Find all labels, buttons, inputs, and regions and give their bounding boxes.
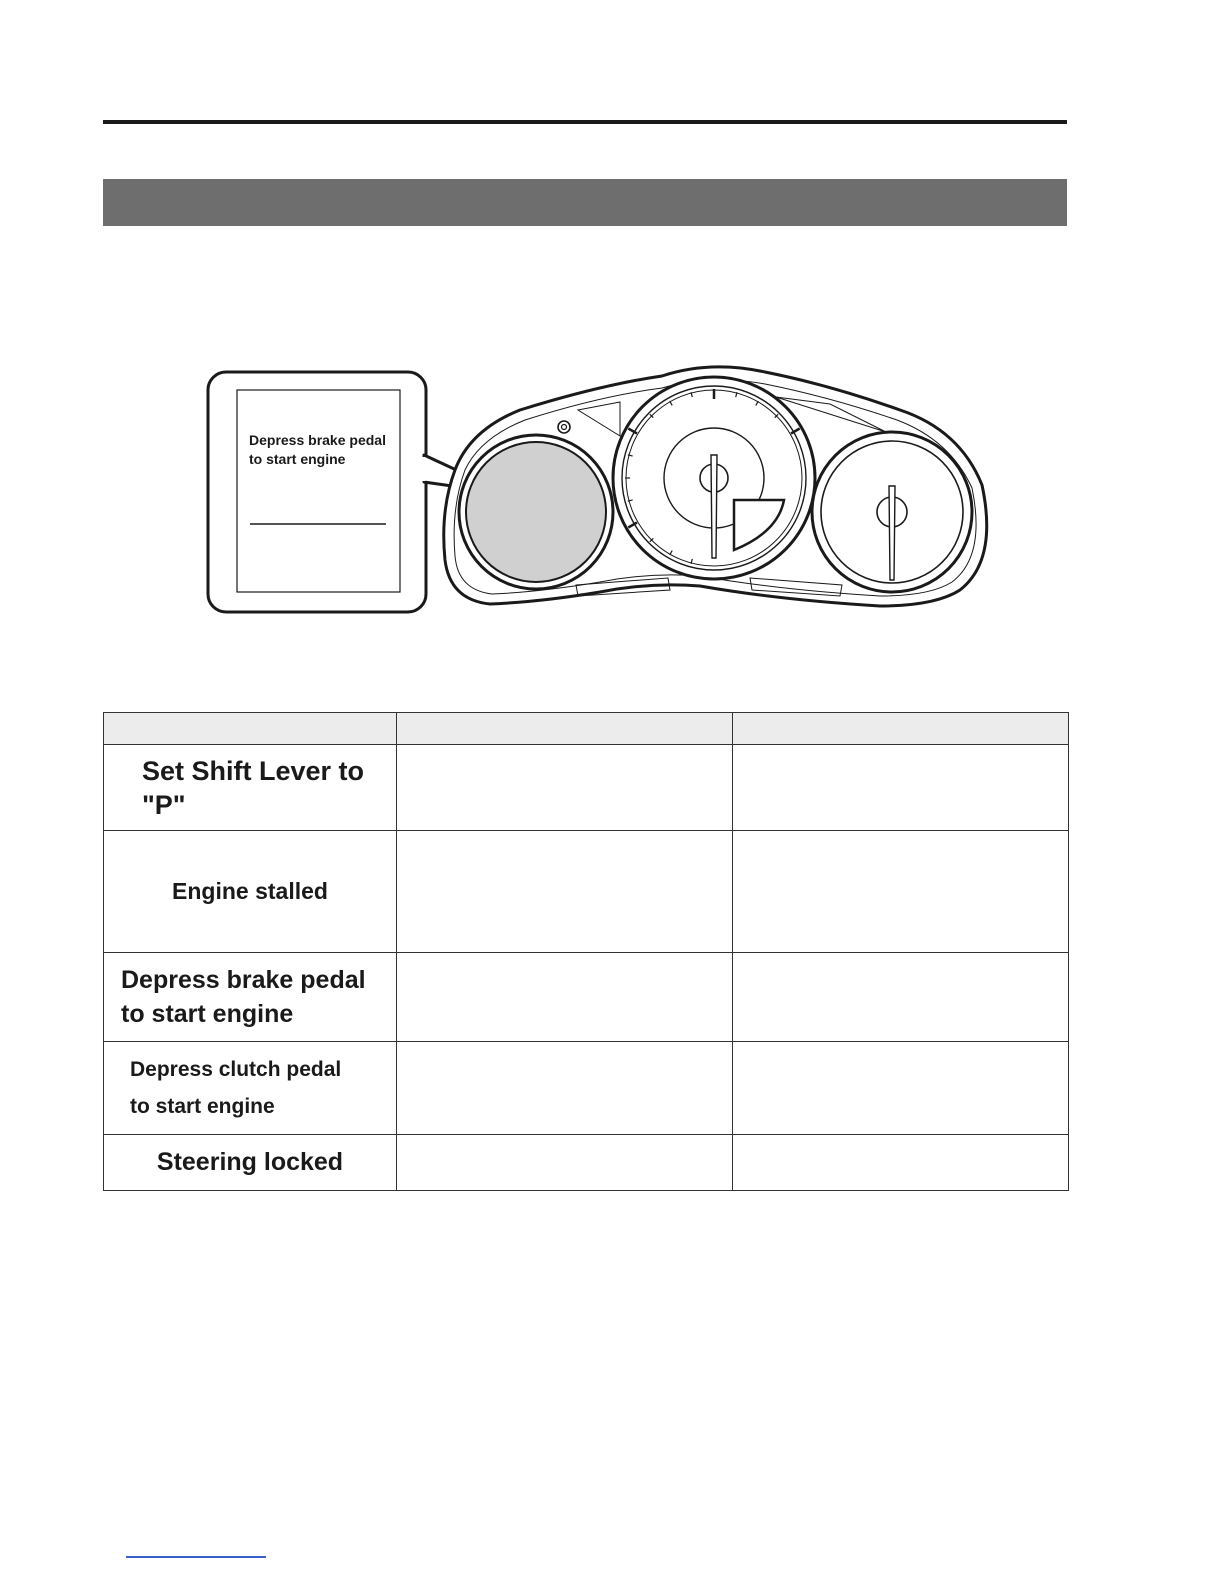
message-cell <box>104 1042 397 1135</box>
message-cell <box>104 831 397 953</box>
table-cell <box>397 1042 733 1135</box>
message-line1: Depress brake pedal <box>121 966 366 994</box>
message-cell <box>104 745 397 831</box>
table-cell <box>733 1135 1069 1191</box>
message-line2: "P" <box>142 789 186 820</box>
table-row <box>104 953 1069 1042</box>
table-row <box>104 1135 1069 1191</box>
message-line1: Engine stalled <box>172 878 328 904</box>
callout-message <box>249 431 386 469</box>
message-line2: to start engine <box>121 1000 294 1028</box>
table-header-cell <box>733 713 1069 745</box>
speedometer-needle <box>889 486 895 580</box>
multi-information-display <box>466 442 606 582</box>
table-cell <box>733 745 1069 831</box>
table-cell <box>397 745 733 831</box>
table-header-cell <box>397 713 733 745</box>
message-line1: Set Shift Lever to <box>142 755 365 786</box>
table-row <box>104 831 1069 953</box>
table-header-row <box>104 713 1069 745</box>
footer-link-underline[interactable] <box>126 1556 266 1558</box>
table-cell <box>733 1042 1069 1135</box>
table-cell <box>397 831 733 953</box>
table-cell <box>733 953 1069 1042</box>
message-line2: to start engine <box>130 1095 275 1118</box>
table-cell <box>733 831 1069 953</box>
message-cell <box>104 953 397 1042</box>
message-table <box>103 712 1069 1191</box>
message-line1: Steering locked <box>156 1148 344 1176</box>
table-cell <box>397 1135 733 1191</box>
instrument-cluster-illustration <box>0 0 1224 680</box>
message-line1: Depress clutch pedal <box>130 1058 342 1081</box>
table-row <box>104 1042 1069 1135</box>
callout-message-line1: Depress brake pedal <box>249 432 386 448</box>
callout-message-line2: to start engine <box>249 451 346 467</box>
callout-display-screen <box>237 390 400 592</box>
table-cell <box>397 953 733 1042</box>
table-header-cell <box>104 713 397 745</box>
message-cell <box>104 1135 397 1191</box>
table-row <box>104 745 1069 831</box>
tachometer-needle <box>711 455 717 558</box>
